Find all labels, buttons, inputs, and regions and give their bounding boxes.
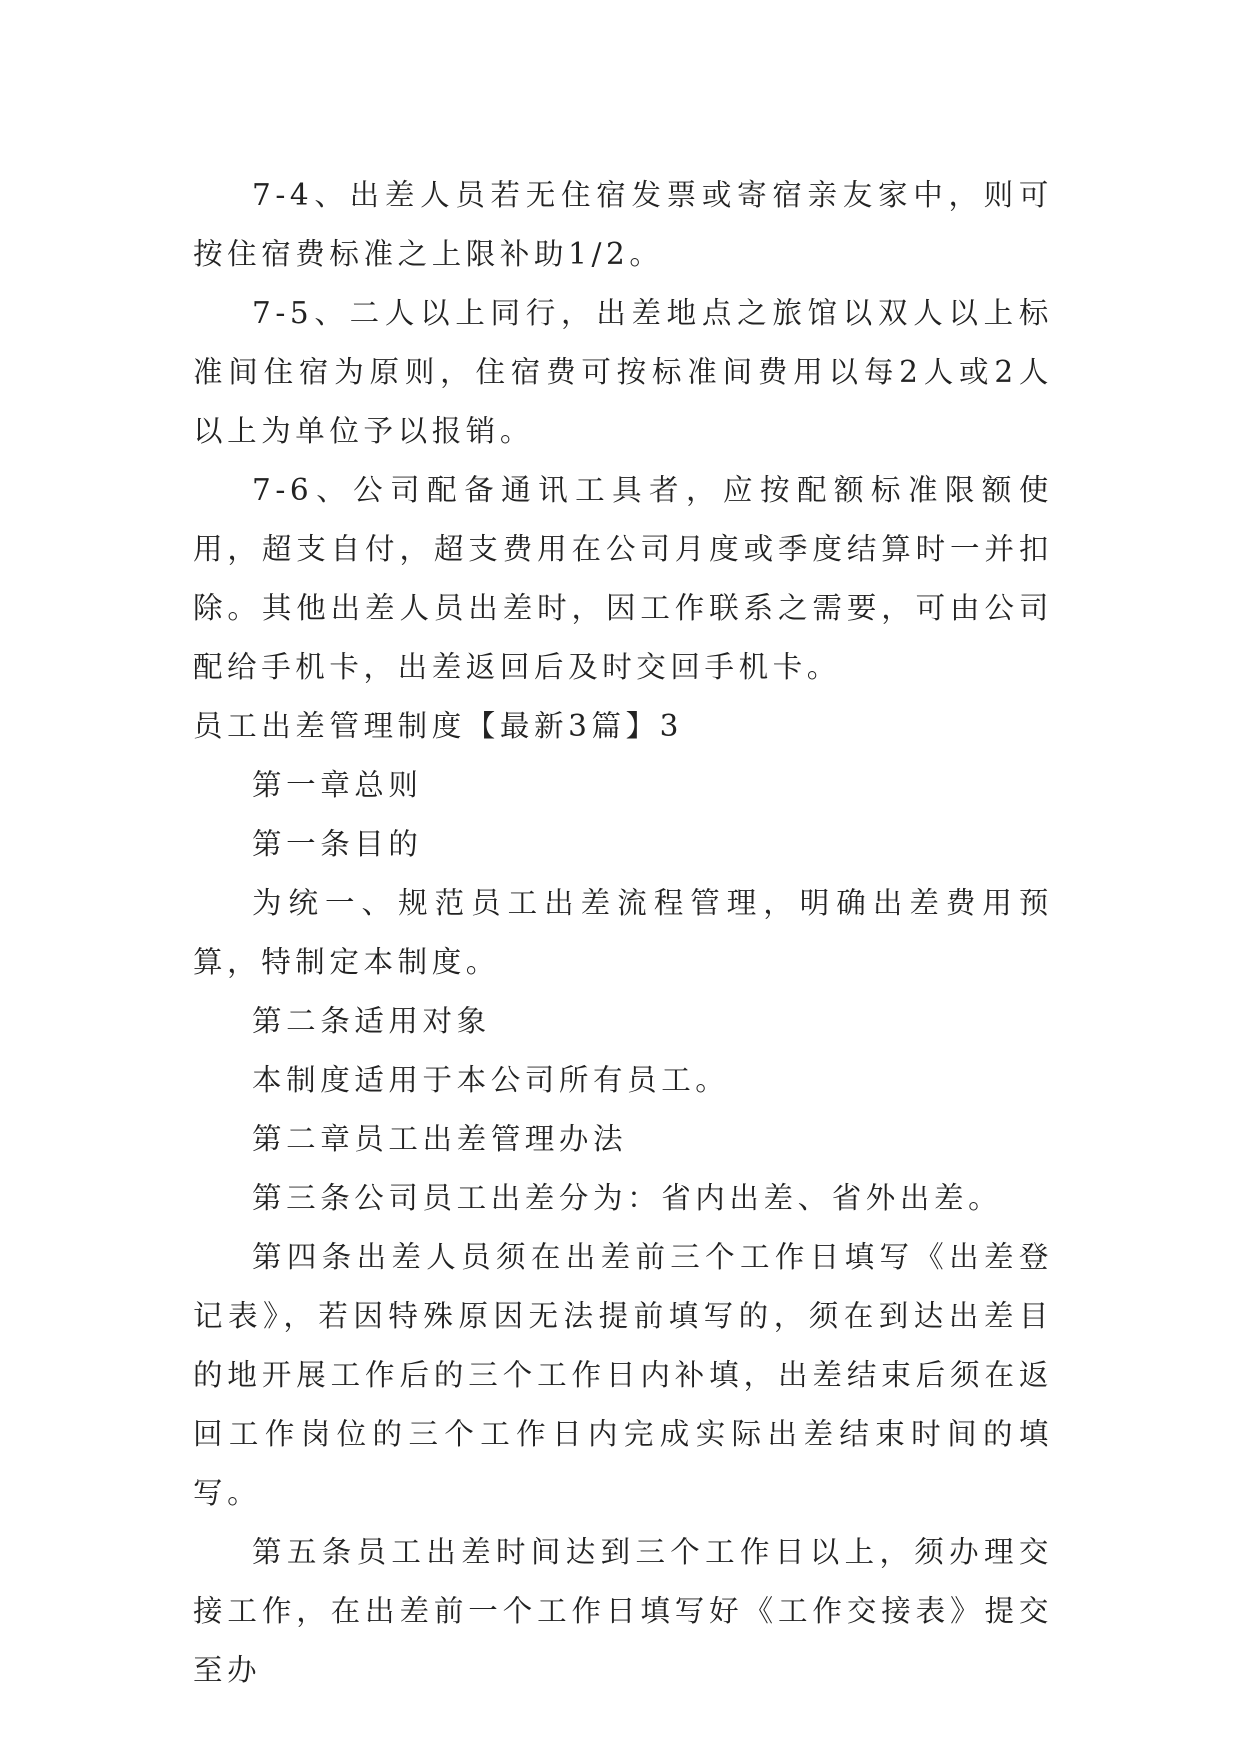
- article-4: 第四条出差人员须在出差前三个工作日填写《出差登记表》，若因特殊原因无法提前填写的，须在到达出差目的地开展工作后的三个工作日内补填，出差结束后须在返回工作岗位的三个工作日内完成实际出差结束时间的填写。: [193, 1240, 1053, 1510]
- section-heading: 员工出差管理制度【最新3篇】3: [193, 709, 684, 743]
- paragraph-7-5: 7-5、二人以上同行，出差地点之旅馆以双人以上标准间住宿为原则，住宿费可按标准间费用以每2人或2人以上为单位予以报销。: [193, 296, 1053, 448]
- paragraph-7-6: 7-6、公司配备通讯工具者，应按配额标准限额使用，超支自付，超支费用在公司月度或季度结算时一并扣除。其他出差人员出差时，因工作联系之需要，可由公司配给手机卡，出差返回后及时交回手机卡。: [193, 473, 1053, 684]
- article-3: 第三条公司员工出差分为：省内出差、省外出差。: [252, 1181, 1003, 1215]
- article-1-body: 为统一、规范员工出差流程管理，明确出差费用预算，特制定本制度。: [193, 886, 1053, 979]
- chapter-1-title: 第一章总则: [252, 768, 423, 802]
- paragraph-7-4: 7-4、出差人员若无住宿发票或寄宿亲友家中，则可按住宿费标准之上限补助1/2。: [193, 178, 1053, 271]
- article-2-title: 第二条适用对象: [252, 1004, 491, 1038]
- document-body: [193, 166, 1053, 1700]
- article-2-body: 本制度适用于本公司所有员工。: [252, 1063, 730, 1097]
- chapter-2-title: 第二章员工出差管理办法: [252, 1122, 628, 1156]
- article-1-title: 第一条目的: [252, 827, 423, 861]
- article-5: 第五条员工出差时间达到三个工作日以上，须办理交接工作，在出差前一个工作日填写好《工作交接表》提交至办: [193, 1535, 1053, 1687]
